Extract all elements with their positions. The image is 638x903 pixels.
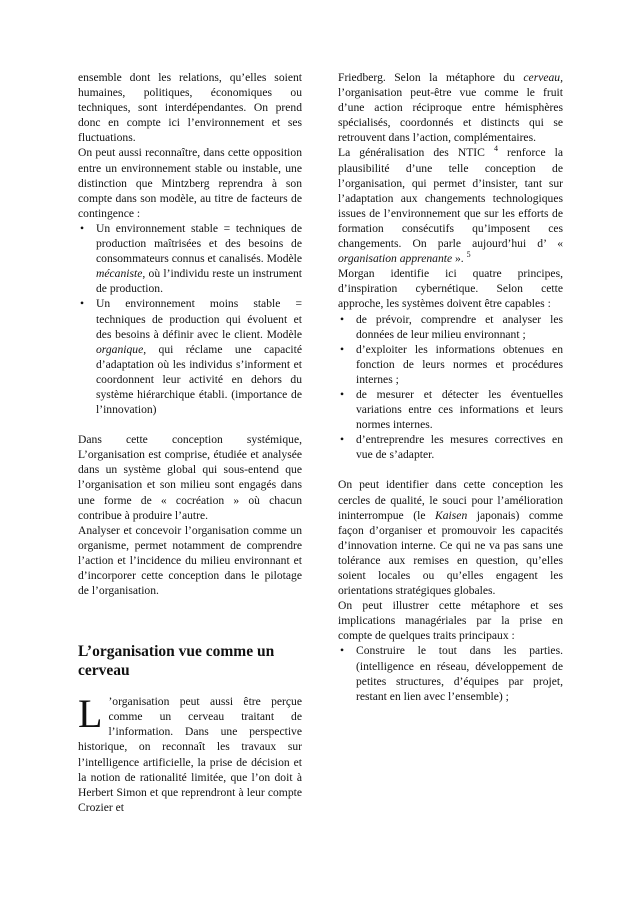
- footnote-ref: 5: [466, 250, 471, 260]
- list-item: • d’entreprendre les mesures correctives en vue de s’adapter.: [338, 432, 563, 462]
- left-column: [78, 70, 302, 815]
- list-item: • de prévoir, comprendre et analyser les données de leur milieu environnant ;: [338, 312, 563, 342]
- list-item: • Un environnement stable = techniques de production maîtrisées et des besoins de consommateurs connus et canalisés. Modèle mécaniste, où l’individu reste un instrument de production.: [78, 221, 302, 296]
- bullet-list: [78, 221, 302, 417]
- paragraph: ensemble dont les relations, qu’elles soient humaines, politiques, économiques ou techniques, sont interdépendantes. On prend donc en compte ici l’environnement et ses fluctuations.: [78, 71, 302, 145]
- paragraph: Dans cette conception systémique, L’organisation est comprise, étudiée et analysée dans un système global qui sous-entend que l’organisation et son milieu sont engagés dans une forme de « cocréation » où chacun contribue à produire l’autre.: [78, 433, 302, 522]
- list-item: • de mesurer et détecter les éventuelles variations entre ces informations et leurs normes internes.: [338, 387, 563, 432]
- bullet-list: [338, 643, 563, 703]
- footnote-ref: 4: [493, 144, 498, 154]
- drop-cap: L: [78, 691, 103, 737]
- paragraph: Morgan identifie ici quatre principes, d’inspiration cybernétique. Selon cette approche, les systèmes doivent être capables :: [338, 267, 563, 311]
- right-column: [338, 70, 563, 704]
- bullet-list: [338, 312, 563, 463]
- section-heading: L’organisation vue comme un cerveau: [78, 643, 275, 680]
- paragraph: On peut illustrer cette métaphore et ses implications managériales par la prise en compte de quelques traits principaux :: [338, 599, 563, 643]
- paragraph: On peut identifier dans cette conception les cercles de qualité, le souci pour l’amélioration ininterrompue (le Kaisen japonais) comme façon d’organiser et promouvoir les capacités d’innovation interne. Ce qui ne va pas sans une tolérance aux remises en question, qu’elles soient locales ou qu’elles engagent les orientations stratégiques globales.: [338, 478, 563, 598]
- list-item: • d’exploiter les informations obtenues en fonction de leurs normes et procédures internes ;: [338, 342, 563, 387]
- paragraph: Analyser et concevoir l’organisation comme un organisme, permet notamment de comprendre l’action et l’incidence du milieu environnant et d’incorporer cette conception dans le pilotage de l’organisation.: [78, 523, 302, 598]
- list-item: • Construire le tout dans les parties. (intelligence en réseau, développement de petites structures, d’équipes par projet, restant en lien avec l’ensemble) ;: [338, 643, 563, 703]
- paragraph: On peut aussi reconnaître, dans cette opposition entre un environnement stable ou instable, une distinction que Mintzberg reprendra à son compte dans son modèle, au titre de facteurs de contingence :: [78, 146, 302, 220]
- paragraph: Friedberg. Selon la métaphore du cerveau, l’organisation peut-être vue comme le fruit d’une action réciproque entre hémisphères spécialisés, coordonnés et distincts qui se retrouvent dans l’action, complémentaires.: [338, 71, 563, 145]
- list-item: • Un environnement moins stable = techniques de production qui évoluent et des besoins à définir avec le client. Modèle organique, qui réclame une capacité d’adaptation où les individus s’informent et coordonnent leur activité en dehors du système hiérarchique établi. (importance de l’innovation): [78, 296, 302, 417]
- paragraph: L ’organisation peut aussi être perçue comme un cerveau traitant de l’information. Dans une perspective historique, on reconnaît les travaux sur l’intelligence artificielle, la prise de décision et la notion de rationalité limitée, que l’on doit à Herbert Simon et que reprendront à leur compte Crozier et: [78, 691, 302, 814]
- paragraph: La généralisation des NTIC $^4$ renforce la plausibilité d’une telle conception de l’organisation, qui permet d’insister, tant sur l’adaptation aux changements technologiques issues de l’environnement que sur les efforts de formation consécutifs qu’imposent ces changements. On parle aujourd’hui d’ « organisation apprenante ». $^5$: [338, 144, 564, 266]
